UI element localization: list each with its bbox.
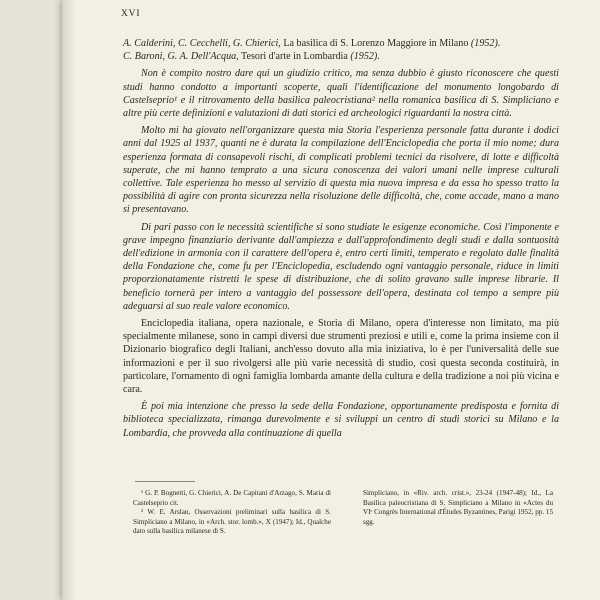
footnotes-right-column: [355, 489, 553, 537]
reference-authors: C. Baroni, G. A. Dell'Acqua,: [123, 51, 239, 63]
footnote-continuation: Simpliciano, in «Riv. arch. crist.», 23-24 (1947-48); Id., La Basilica paleocristiana di S. Simpliciano a Milano in «Actes du VIᵉ Congrès International d'Études Byzantines, Parigi 1952, pp. 15 sgg.: [363, 489, 553, 526]
footnote: ² W. E. Arslan, Osservazioni preliminari sulla basilica di S. Simpliciano a Milano, in «Arch. stor. lomb.», X (1947); Id., Qualche dato sulla basilica milanese di S.: [133, 508, 331, 536]
reference-title: Tesori d'arte in Lombardia: [238, 51, 351, 63]
reference-title: La basilica di S. Lorenzo Maggiore in Milano: [280, 38, 471, 49]
footnote-rule: [135, 481, 195, 482]
reference-entry: [123, 37, 559, 50]
body-paragraph: Di pari passo con le necessità scientifiche si sono studiate le esigenze economiche. Così l'imponente e grave impegno finanziario derivante dall'ampiezza e dall'approfondimento degli studi e dalla sontuosità dell'edizione in armonia con il carattere dell'opera è, entro certi limiti, temperato e regolato dalle finalità della Fondazione che, come fu per l'Enciclopedia, escludendo ogni vantaggio personale, riduce in limiti proporzionatamente ristretti le spese di distribuzione, che di solito gravano sulle imprese librarie. Il beneficio tornerà per intero a vantaggio del possessore dell'opera, destinata col tempo a sempre più adeguarsi al suo reale valore economico.: [123, 221, 559, 312]
page-body: [123, 37, 559, 440]
footnotes-left-column: [133, 489, 331, 537]
footnote: ¹ G. P. Bognetti, G. Chierici, A. De Capitani d'Arzago, S. Maria di Castelseprio cit.: [133, 489, 331, 507]
body-paragraph: Enciclopedia italiana, opera nazionale, e Storia di Milano, opera d'interesse non limitato, ma più specialmente milanese, sono in campi diversi due strumenti preziosi e utili e, come la prima insieme con il Dizionario biografico degli Italiani, anch'esso dovuto alla mia iniziativa, lo è per l'universalità delle sue informazioni e per il suo rivolgersi alle più varie necessità di studio, così questa seconda costituirà, in particolare, l'ornamento di ogni famiglia lombarda amante della cultura e della tradizione a noi più vicina e cara.: [123, 318, 559, 396]
footnotes: [133, 489, 553, 537]
reference-entry: [123, 50, 559, 63]
reference-authors: A. Calderini, C. Cecchelli, G. Chierici,: [123, 38, 281, 49]
reference-year: (1952).: [470, 38, 501, 49]
book-page: [62, 0, 600, 600]
body-paragraph: Non è compito nostro dare qui un giudizio critico, ma senza dubbio è giusto riconoscere che questi studi hanno condotto a importanti scoperte, quali l'identificazione del monumento longobardo di Castelseprio¹ e il ritrovamento della basilica paleocristiana² nella romanica basilica di S. Simpliciano e altre più certe definizioni e valutazioni di dati storici ed archeologici riguardanti la nostra città.: [123, 68, 559, 120]
reference-year: (1952).: [350, 51, 380, 63]
body-paragraph: È poi mia intenzione che presso la sede della Fondazione, opportunamente predisposta e fornita di biblioteca specializzata, rimanga durevolmente e si sviluppi un centro di studi storici su Milano e la Lombardia, che provveda alla continuazione di quella: [123, 401, 559, 439]
body-paragraph: Molto mi ha giovato nell'organizzare questa mia Storia l'esperienza personale fatta durante i dodici anni dal 1925 al 1937, quanti ne è durata la compilazione dell'Enciclopedia che porta il mio nome; dura esperienza formata di consapevoli rischi, di complicati problemi tecnici da risolvere, di lotte e difficoltà superate, che mi hanno temprato a una sicura conoscenza dei valori umani nelle imprese culturali collettive. Tale esperienza ho messo al servizio di questa mia nuova impresa e da essa ho spesso tratto la possibilità di agire con pronta sicurezza nella risoluzione delle difficoltà, che, come accade, mano a mano si presentavano.: [123, 125, 559, 216]
page-number: XVI: [121, 9, 141, 19]
